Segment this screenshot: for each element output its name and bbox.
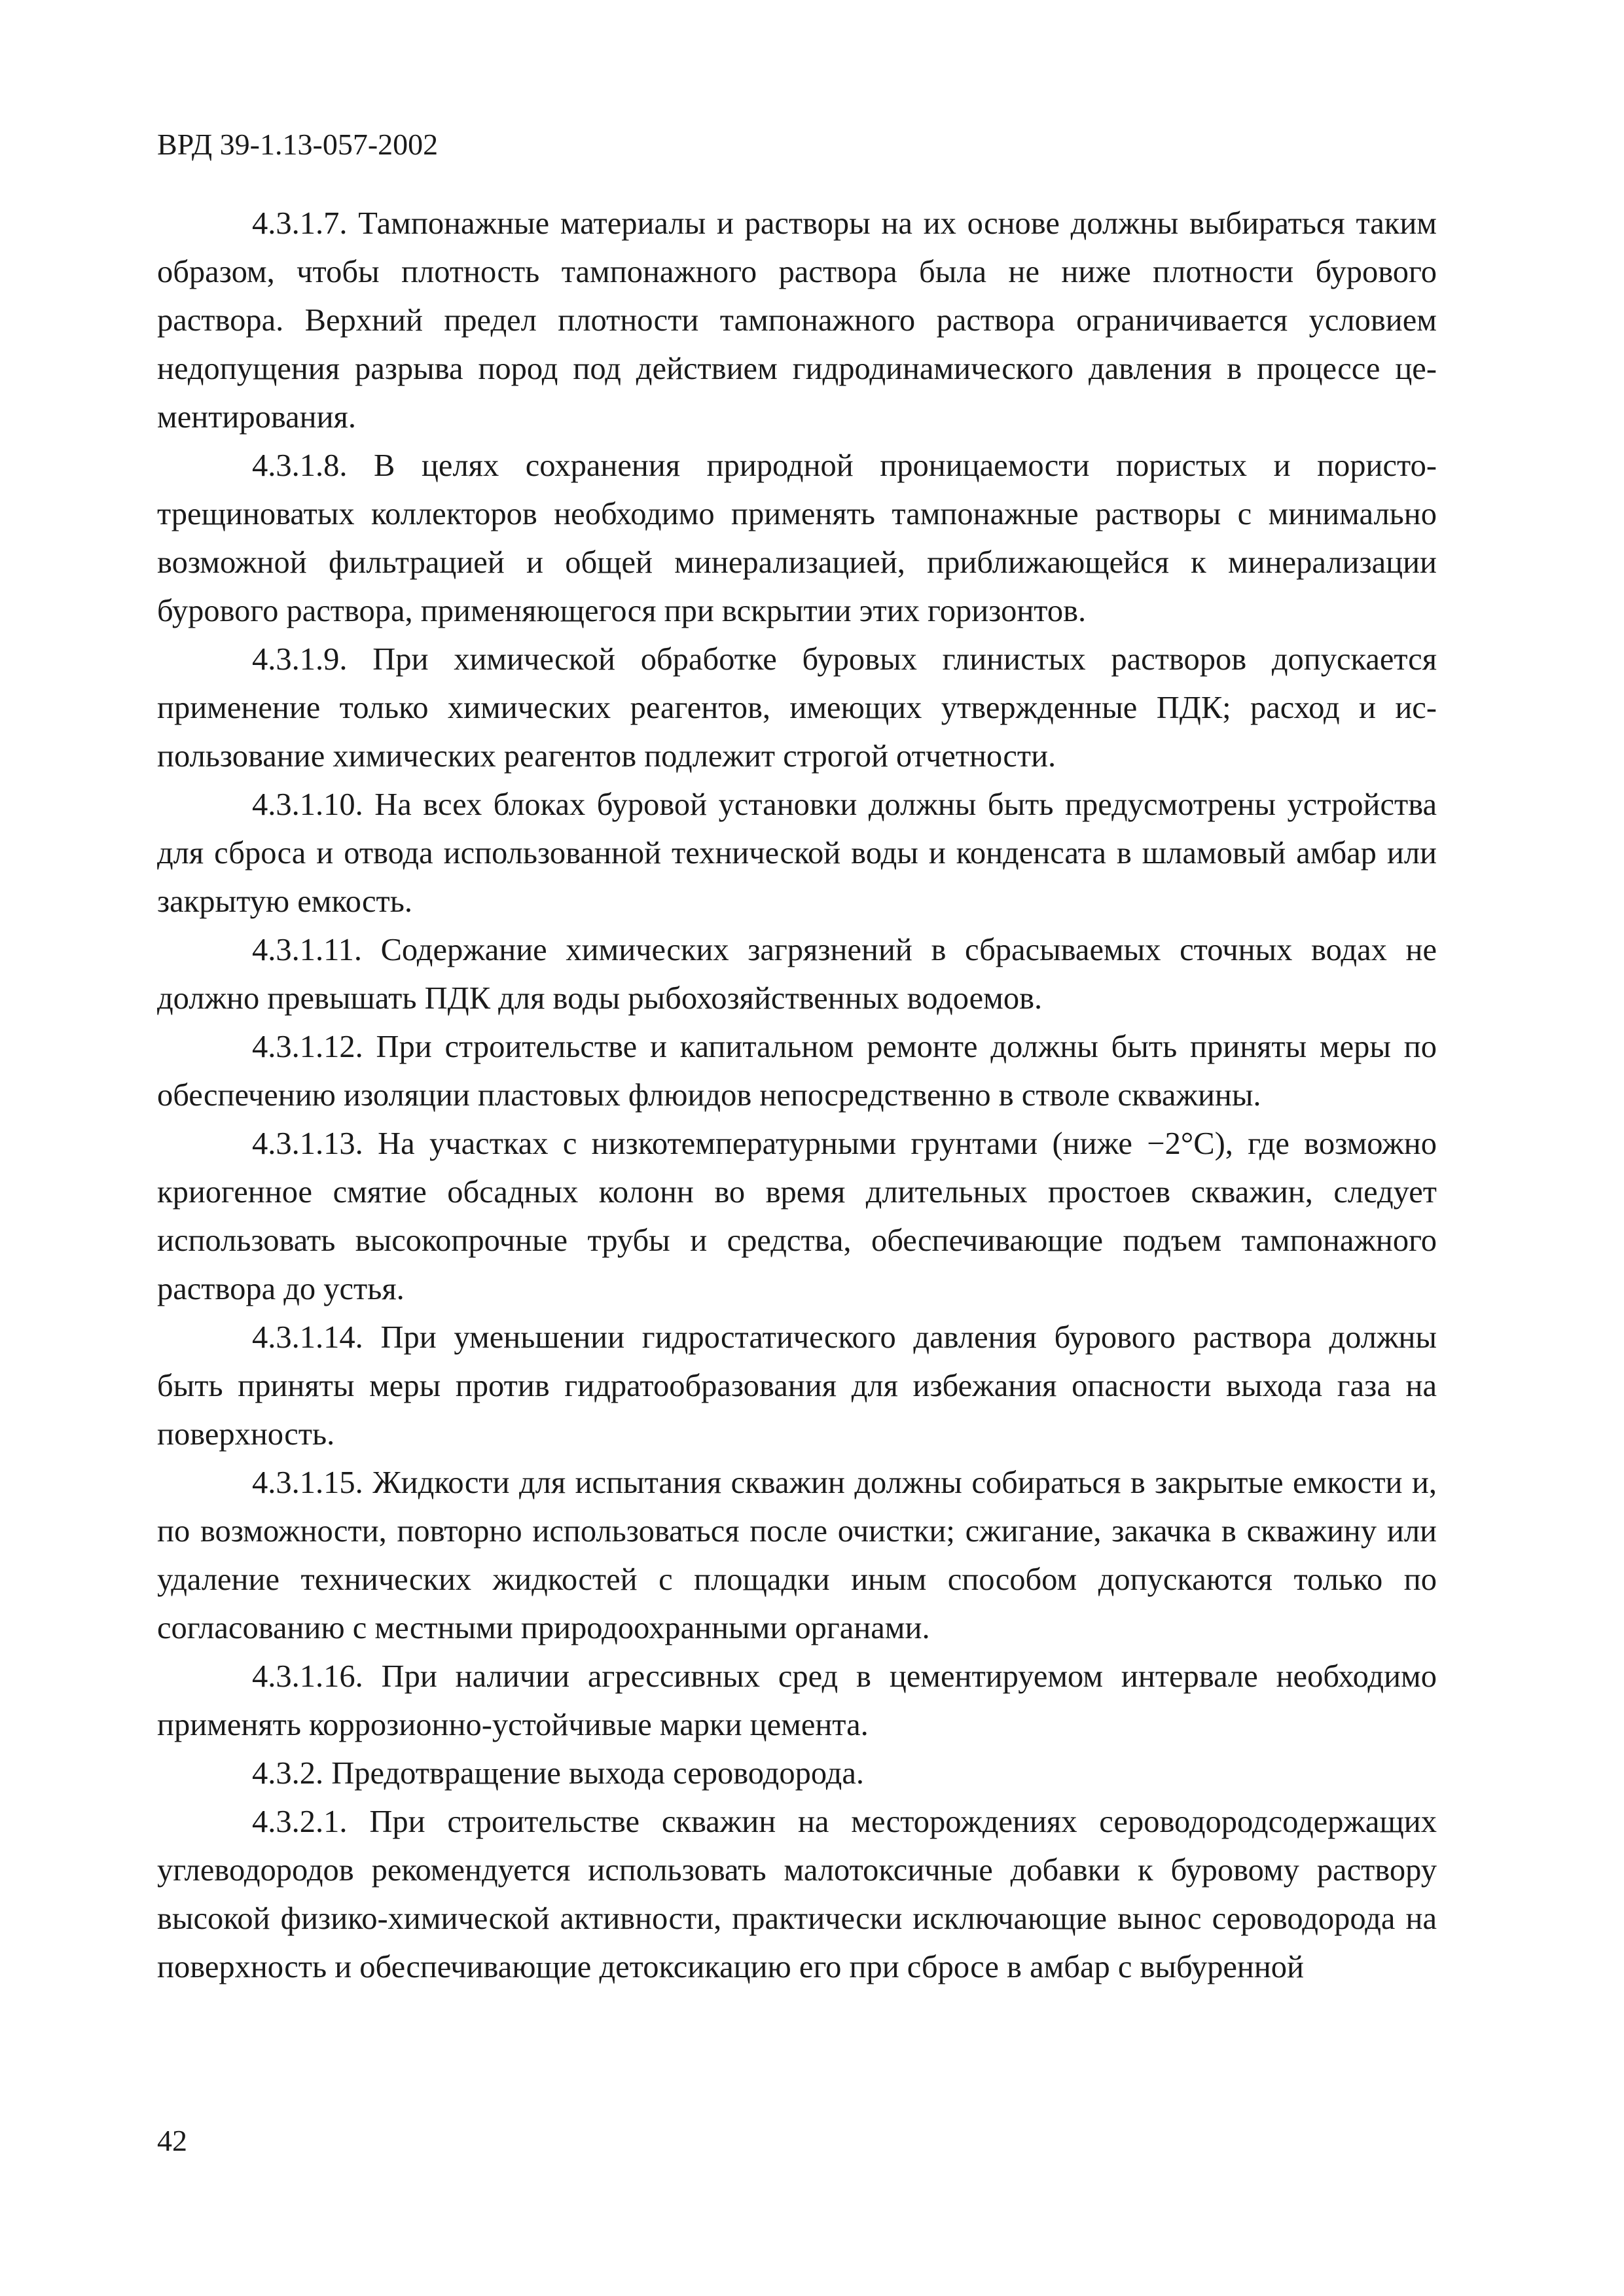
paragraph-4-3-1-9: 4.3.1.9. При химической обработке буровых глинистых растворов допускается применение только химических реагентов, имеющих утвержденные ПДК; расход и использование химических реагентов подлежит строгой отчетности.: [157, 642, 1437, 774]
paragraph-4-3-2-1: 4.3.2.1. При строительстве скважин на месторождениях сероводородсодержащих углеводородов рекомендуется использовать малотоксичные добавки к буровому раствору высокой физико-химической активности, практически исключающие вынос сероводорода на поверхность и обеспечивающие детоксикацию его при сбросе в амбар с выбуренной: [157, 1804, 1437, 1984]
paragraph-4-3-1-12: 4.3.1.12. При строительстве и капитальном ремонте должны быть приняты меры по обеспечению изоляции пластовых флюидов непосредственно в стволе скважины.: [157, 1030, 1437, 1113]
section-heading-4-3-2: 4.3.2. Предотвращение выхода сероводорода.: [252, 1756, 864, 1791]
paragraph-4-3-1-14: 4.3.1.14. При уменьшении гидростатического давления бурового раствора должны быть приняты меры против гидратообразования для избежания опасности выхода газа на поверхность.: [157, 1320, 1437, 1452]
paragraph-4-3-1-7: 4.3.1.7. Тампонажные материалы и растворы на их основе должны выбираться таким образом, чтобы плотность тампонажного раствора была не ниже плотности бурового раствора. Верхний предел плотности тампонажного раствора ограничивается условием недопущения разрыва пород под действием гидродинамического давления в процессе цементирования.: [157, 206, 1437, 435]
paragraph-4-3-1-15: 4.3.1.15. Жидкости для испытания скважин должны собираться в закрытые емкости и, по возможности, повторно использоваться после очистки; сжигание, закачка в скважину или удаление технических жидкостей с площадки иным способом допускаются только по согласованию с местными природоохранными органами.: [157, 1465, 1437, 1645]
paragraph-4-3-1-10: 4.3.1.10. На всех блоках буровой установки должны быть предусмотрены устройства для сброса и отвода использованной технической воды и конденсата в шламовый амбар или закрытую емкость.: [157, 787, 1437, 919]
paragraph-4-3-1-16: 4.3.1.16. При наличии агрессивных сред в цементируемом интервале необходимо применять коррозионно-устойчивые марки цемента.: [157, 1659, 1437, 1742]
page-number: 42: [157, 2124, 187, 2157]
paragraph-4-3-1-11: 4.3.1.11. Содержание химических загрязнений в сбрасываемых сточных водах не должно превышать ПДК для воды рыбохозяйственных водоемов.: [157, 933, 1437, 1016]
document-code-header: ВРД 39-1.13-057-2002: [157, 128, 439, 161]
body-text: [157, 200, 1437, 1992]
paragraph-4-3-1-8: 4.3.1.8. В целях сохранения природной проницаемости пористых и пористотрещиноватых коллекторов необходимо применять тампонажные растворы с минимально возможной фильтрацией и общей минерализацией, приближающейся к минерализации бурового раствора, применяющегося при вскрытии этих горизонтов.: [157, 448, 1437, 628]
paragraph-4-3-1-13: 4.3.1.13. На участках с низкотемпературными грунтами (ниже −2°С), где возможно криогенное смятие обсадных колонн во время длительных простоев скважин, следует использовать высокопрочные трубы и средства, обеспечивающие подъем тампонажного раствора до устья.: [157, 1126, 1437, 1306]
